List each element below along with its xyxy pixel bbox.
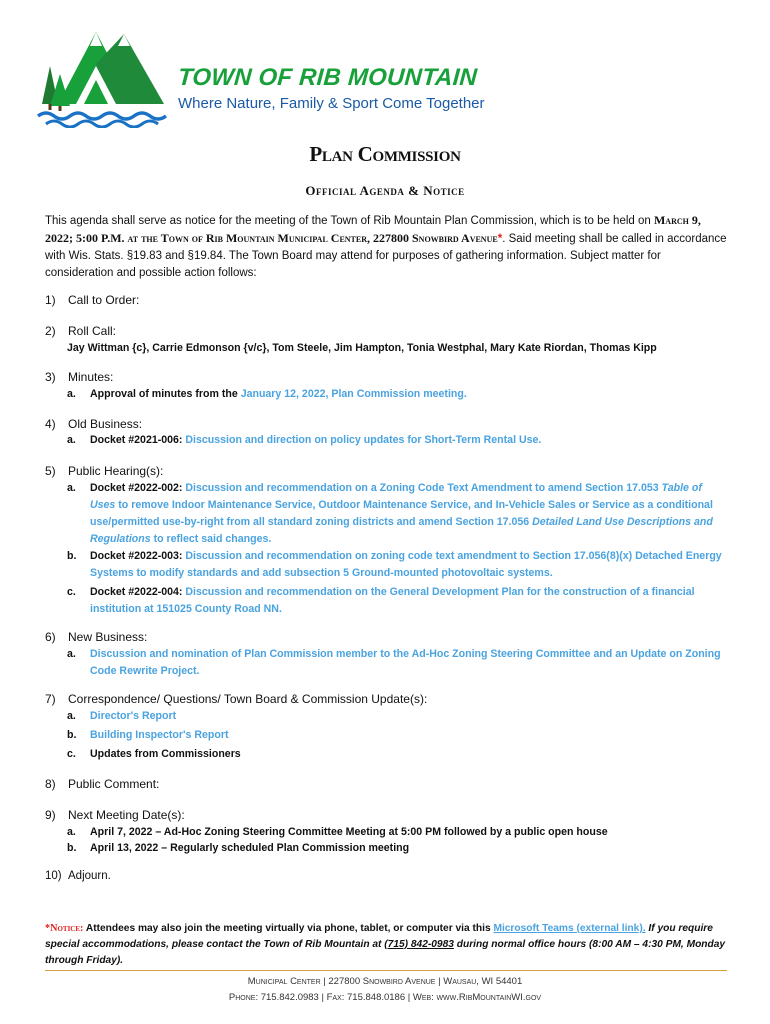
intro-text-1: This agenda shall serve as notice for the meeting of the Town of Rib Mountain Plan Commission, which is to be held on — [45, 215, 654, 227]
page-title: Plan Commission — [309, 142, 461, 166]
docket-link[interactable]: Discussion and recommendation on the General Development Plan for the construction of a financial institution at 151025 County Road NN. — [90, 586, 695, 615]
sub-letter: a. — [67, 388, 76, 400]
sub-text: April 13, 2022 – Regularly scheduled Plan Commission meeting — [90, 842, 410, 854]
sub-letter: a. — [67, 710, 76, 722]
virtual-attendance-notice — [45, 921, 730, 969]
item-label: Minutes: — [68, 370, 114, 384]
sub-letter: a. — [67, 482, 76, 494]
notice-star: * — [497, 233, 503, 245]
item-label: Adjourn. — [68, 870, 111, 882]
org-tagline: Where Nature, Family & Sport Come Together — [178, 95, 485, 112]
item-label: Next Meeting Date(s): — [68, 808, 185, 822]
mountain-trees-water-logo-icon — [36, 24, 176, 128]
sub-letter: a. — [67, 826, 76, 838]
item-number: 9) — [45, 808, 56, 822]
item-label: Public Comment: — [68, 777, 160, 791]
item-label: Call to Order: — [68, 293, 140, 307]
directors-report-link[interactable]: Director's Report — [90, 710, 177, 722]
org-name: TOWN OF RIB MOUNTAIN — [177, 64, 479, 91]
item-number: 3) — [45, 370, 56, 384]
item-number: 8) — [45, 777, 56, 791]
sub-letter: b. — [67, 729, 77, 741]
docket-link[interactable]: to remove Indoor Maintenance Service, Outdoor Maintenance Service, and In-Vehicle Sales or Service as a conditional use/permitted use-by-right from all standard zoning districts and amend Section 17.056 — [90, 499, 713, 528]
docket-link[interactable]: Table of Uses — [90, 482, 702, 511]
roll-call-attendees — [67, 340, 732, 357]
item-label: New Business: — [68, 630, 148, 644]
notice-label: *Notice: — [45, 923, 84, 934]
item-number: 6) — [45, 630, 56, 644]
new-business-link[interactable]: Discussion and nomination of Plan Commission member to the Ad-Hoc Zoning Steering Committee and an Update on Zoning Code Rewrite Project. — [90, 648, 721, 677]
item-label: Correspondence/ Questions/ Town Board & Commission Update(s): — [68, 692, 428, 706]
docket-number: Docket #2021-006: — [90, 434, 186, 446]
docket-link[interactable]: Discussion and recommendation on zoning code text amendment to Section 17.056(8)(x) Detached Energy Systems to modify standards and add subsection 5 Ground-mounted photovoltaic systems. — [90, 550, 722, 579]
footer-divider — [45, 970, 727, 971]
docket-link[interactable]: Discussion and direction on policy updates for Short-Term Rental Use. — [185, 434, 542, 446]
item-label: Roll Call: — [68, 324, 117, 338]
docket-number: Docket #2022-003: — [90, 550, 186, 562]
sub-text: Updates from Commissioners — [90, 748, 241, 760]
docket-link[interactable]: Discussion and recommendation on a Zoning Code Text Amendment to amend Section 17.053 — [185, 482, 662, 494]
sub-letter: b. — [67, 842, 77, 854]
attendees-list: Jay Wittman {c}, Carrie Edmonson {v/c}, Tom Steele, Jim Hampton, Tonia Westphal, Mary Kate Riordan, Thomas Kipp — [67, 342, 657, 354]
docket-number: Docket #2022-002: — [90, 482, 186, 494]
footer-contact: Phone: 715.842.0983 | Fax: 715.848.0186 | Web: www.RibMountainWI.gov — [228, 992, 542, 1003]
docket-link[interactable]: to reflect said changes. — [150, 533, 272, 545]
minutes-link[interactable]: January 12, 2022, Plan Commission meeting. — [240, 388, 467, 400]
building-inspector-report-link[interactable]: Building Inspector's Report — [90, 729, 229, 741]
sub-letter: b. — [67, 550, 77, 562]
sub-text: Approval of minutes from the — [90, 388, 241, 400]
phone-link[interactable]: (715) 842-0983 — [384, 939, 454, 950]
sub-letter: c. — [67, 748, 76, 760]
meeting-info: March 9, 2022; 5:00 P.M. at the Town of Rib Mountain Municipal Center, 227800 Snowbird Avenue — [45, 213, 701, 245]
sub-text: April 7, 2022 – Ad-Hoc Zoning Steering Committee Meeting at 5:00 PM followed by a public open house — [90, 826, 608, 838]
item-label: Public Hearing(s): — [68, 464, 164, 478]
docket-number: Docket #2022-004: — [90, 586, 186, 598]
page-subtitle: Official Agenda & Notice — [305, 183, 465, 198]
item-number: 1) — [45, 293, 56, 307]
item-number: 4) — [45, 417, 56, 431]
sub-letter: a. — [67, 648, 76, 660]
item-number: 10) — [45, 870, 62, 882]
docket-link[interactable]: Detailed Land Use Descriptions and Regulations — [90, 516, 713, 545]
item-label: Old Business: — [68, 417, 143, 431]
item-number: 7) — [45, 692, 56, 706]
item-number: 5) — [45, 464, 56, 478]
sub-letter: a. — [67, 434, 76, 446]
teams-link[interactable]: Microsoft Teams (external link). — [493, 923, 646, 934]
notice-text: during normal office hours (8:00 AM – 4:30 PM, Monday through Friday). — [45, 939, 726, 966]
sub-letter: c. — [67, 586, 76, 598]
notice-text: If you require special accommodations, please contact the Town of Rib Mountain at — [45, 923, 713, 950]
footer-address: Municipal Center | 227800 Snowbird Avenue | Wausau, WI 54401 — [247, 976, 523, 987]
item-number: 2) — [45, 324, 56, 338]
notice-text: Attendees may also join the meeting virtually via phone, tablet, or computer via this — [83, 923, 494, 934]
intro-paragraph — [45, 212, 727, 282]
intro-text-2: . Said meeting shall be called in accordance with Wis. Stats. §19.83 and §19.84. The Town Board may attend for purposes of gathering information. Subject matter for consideration and possible action follows: — [45, 233, 727, 279]
